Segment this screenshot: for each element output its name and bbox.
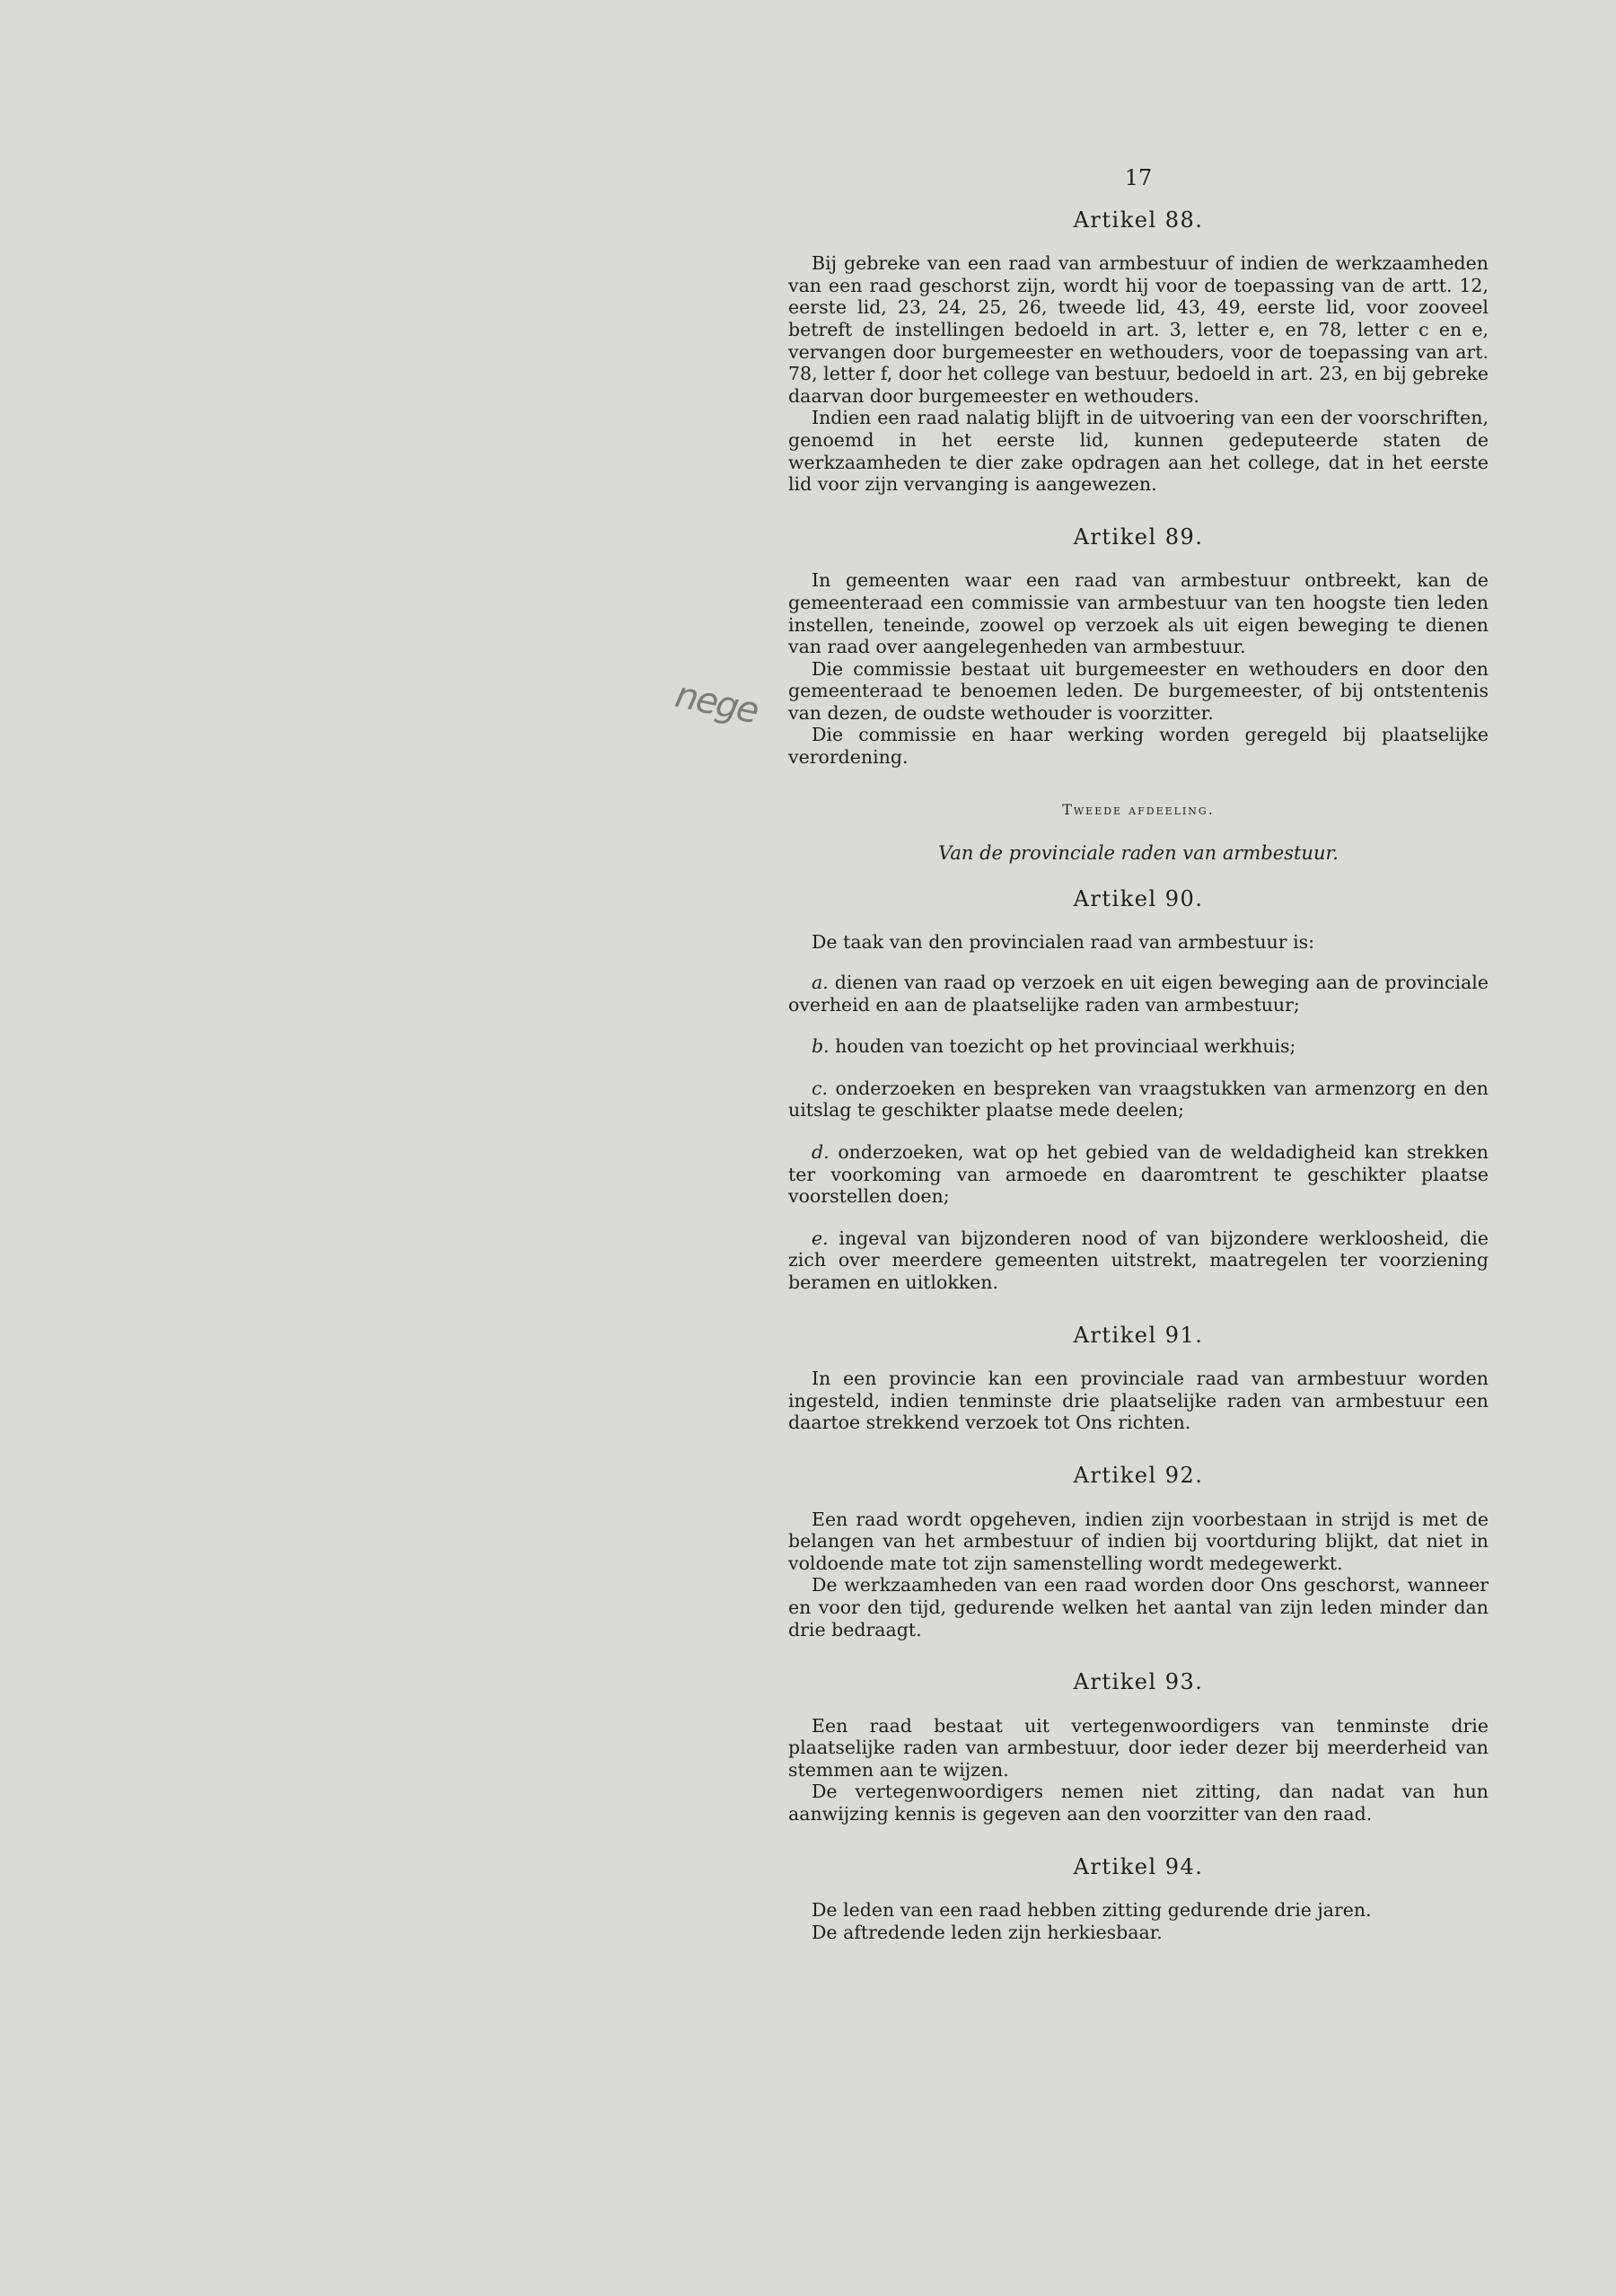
section-subtitle: Van de provinciale raden van armbestuur. bbox=[938, 842, 1339, 865]
article-94-paragraph-1: De leden van een raad hebben zitting gedurende drie jaren. bbox=[812, 1899, 1372, 1922]
item-text: houden van toezicht op het provinciaal werkhuis; bbox=[835, 1035, 1296, 1058]
article-94-heading: Artikel 94. bbox=[1073, 1853, 1204, 1879]
section-title: Tweede afdeeling. bbox=[1062, 800, 1215, 818]
article-92-paragraph-1: Een raad wordt opgeheven, indien zijn voorbestaan in strijd is met de belangen van het armbestuur of indien bij voortduring blijkt, dat niet in voldoende mate tot zijn samenstelling wordt medegewerkt. bbox=[788, 1508, 1489, 1574]
article-93-paragraph-1: Een raad bestaat uit vertegenwoordigers van tenminste drie plaatselijke raden van armbestuur, door ieder dezer bij meerderheid van stemmen aan te wijzen. bbox=[788, 1714, 1489, 1781]
item-label: c. bbox=[812, 1077, 828, 1099]
page-number: 17 bbox=[1124, 165, 1153, 190]
article-89-paragraph-3: Die commissie en haar werking worden geregeld bij plaatselijke verordening. bbox=[788, 724, 1489, 769]
article-92-paragraph-2: De werkzaamheden van een raad worden door Ons geschorst, wanneer en voor den tijd, gedurende welken het aantal van zijn leden minder dan drie bedraagt. bbox=[788, 1574, 1489, 1641]
article-90-item bbox=[788, 1227, 1489, 1294]
item-text: onderzoeken, wat op het gebied van de weldadigheid kan strekken ter voorkoming van armoede en daaromtrent te geschikter plaatse voorstellen doen; bbox=[788, 1141, 1489, 1208]
article-90-item bbox=[788, 1035, 1489, 1058]
item-label: b. bbox=[812, 1035, 830, 1058]
article-90-item bbox=[788, 1141, 1489, 1208]
article-88-paragraph-1: Bij gebreke van een raad van armbestuur of indien de werkzaamheden van een raad geschorst zijn, wordt hij voor de toepassing van de artt. 12, eerste lid, 23, 24, 25, 26, tweede lid, 43, 49, eerste lid, voor zooveel betreft de instellingen bedoeld in art. 3, letter e, en 78, letter c en e, vervangen door burgemeester en wethouders, voor de toepassing van art. 78, letter f, door het college van bestuur, bedoeld in art. 23, en bij gebreke daarvan door burgemeester en wethouders. bbox=[788, 252, 1489, 407]
article-88-heading: Artikel 88. bbox=[1073, 207, 1204, 233]
item-label: d. bbox=[812, 1141, 830, 1163]
article-89-heading: Artikel 89. bbox=[1073, 523, 1204, 550]
article-91-paragraph-1: In een provincie kan een provinciale raad van armbestuur worden ingesteld, indien tenminste drie plaatselijke raden van armbestuur een daartoe strekkend verzoek tot Ons richten. bbox=[788, 1368, 1489, 1434]
article-93-heading: Artikel 93. bbox=[1073, 1669, 1204, 1695]
article-90-heading: Artikel 90. bbox=[1073, 885, 1204, 911]
article-89-paragraph-2: Die commissie bestaat uit burgemeester en wethouders en door den gemeenteraad te benoemen leden. De burgemeester, of bij ontstentenis van dezen, de oudste wethouder is voorzitter. bbox=[788, 657, 1489, 724]
handwritten-margin-note: nege bbox=[672, 673, 761, 733]
item-text: dienen van raad op verzoek en uit eigen beweging aan de provinciale overheid en aan de plaatselijke raden van armbestuur; bbox=[788, 972, 1489, 1016]
article-94-paragraph-2: De aftredende leden zijn herkiesbaar. bbox=[812, 1921, 1163, 1943]
article-89-paragraph-1: In gemeenten waar een raad van armbestuur ontbreekt, kan de gemeenteraad een commissie van armbestuur van ten hoogste tien leden instellen, teneinde, zoowel op verzoek als uit eigen beweging te dienen van raad over aangelegenheden van armbestuur. bbox=[788, 569, 1489, 658]
item-label: e. bbox=[812, 1227, 829, 1249]
article-90-intro: De taak van den provincialen raad van armbestuur is: bbox=[812, 931, 1315, 954]
article-93-paragraph-2: De vertegenwoordigers nemen niet zitting, dan nadat van hun aanwijzing kennis is gegeven aan den voorzitter van den raad. bbox=[788, 1781, 1489, 1825]
text-column bbox=[788, 167, 1489, 1943]
article-92-heading: Artikel 92. bbox=[1073, 1462, 1204, 1488]
article-90-item bbox=[788, 972, 1489, 1016]
article-88-paragraph-2: Indien een raad nalatig blijft in de uitvoering van een der voorschriften, genoemd in het eerste lid, kunnen gedeputeerde staten de werkzaamheden te dier zake opdragen aan het college, dat in het eerste lid voor zijn vervanging is aangewezen. bbox=[788, 407, 1489, 496]
article-90-item bbox=[788, 1078, 1489, 1122]
item-text: onderzoeken en bespreken van vraagstukken van armenzorg en den uitslag te geschikter plaatse mede deelen; bbox=[788, 1077, 1489, 1122]
item-label: a. bbox=[812, 972, 829, 994]
article-91-heading: Artikel 91. bbox=[1073, 1322, 1204, 1348]
item-text: ingeval van bijzonderen nood of van bijzondere werkloosheid, die zich over meerdere gemeenten uitstrekt, maatregelen ter voorziening beramen en uitlokken. bbox=[788, 1227, 1489, 1293]
